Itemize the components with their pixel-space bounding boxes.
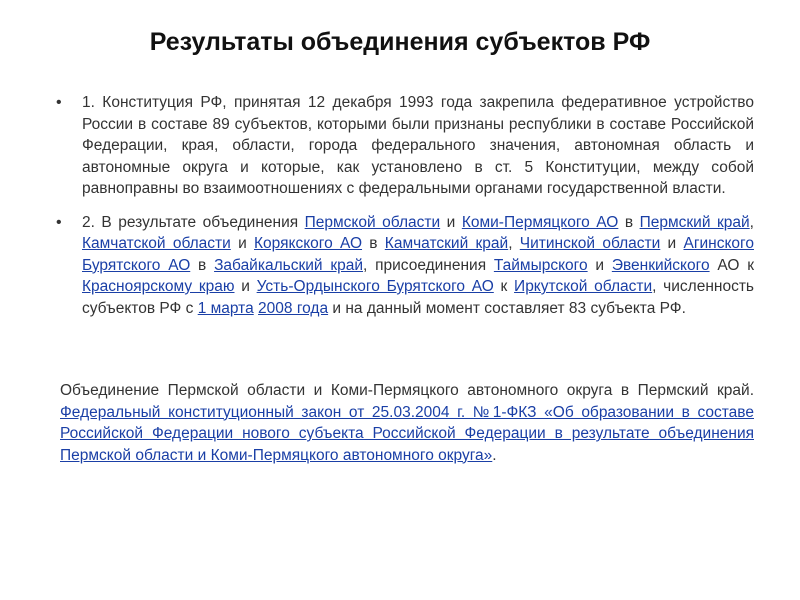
- item-text: к: [493, 278, 515, 295]
- link-federal-law[interactable]: Федеральный конституционный закон от 25.03.2004 г. №1-ФКЗ «Об образовании в составе Российской Федерации нового субъекта Российской Федерации в результате объединения Пермской области и Коми-Пермяцкого автономного округа»: [60, 403, 754, 464]
- link-komi-permyak-ao[interactable]: Коми-Пермяцкого АО: [461, 213, 619, 231]
- link-march-1[interactable]: 1 марта: [197, 299, 254, 317]
- item-text: в: [618, 213, 640, 231]
- item-text: и: [660, 235, 684, 252]
- law-paragraph: [60, 380, 754, 466]
- item-text: ,: [749, 213, 754, 231]
- bullet-list: [56, 92, 754, 319]
- item-text: и на данный момент составляет 83 субъекта РФ.: [328, 299, 686, 317]
- item-text: в: [362, 235, 385, 252]
- page-title: Результаты объединения субъектов РФ: [149, 28, 651, 56]
- list-item-constitution: [56, 92, 754, 200]
- link-year-2008[interactable]: 2008 года: [258, 299, 329, 317]
- link-ust-orda-buryat-ao[interactable]: Усть-Ордынского Бурятского АО: [256, 278, 494, 295]
- link-koryak-ao[interactable]: Корякского АО: [254, 235, 363, 252]
- bullet-icon: •: [56, 213, 62, 231]
- item-text: и: [230, 235, 254, 252]
- link-perm-oblast[interactable]: Пермской области: [304, 213, 441, 231]
- item-text: ,: [508, 235, 520, 252]
- item-text: и: [234, 278, 257, 295]
- item-text: и: [587, 256, 612, 274]
- list-item-merger-results: [56, 212, 754, 320]
- bullet-icon: •: [56, 94, 62, 111]
- item-text: , присоединения: [363, 256, 494, 274]
- item-text: в: [190, 256, 215, 274]
- link-taimyr[interactable]: Таймырского: [493, 256, 588, 274]
- link-kamchatka-oblast[interactable]: Камчатской области: [82, 235, 231, 252]
- link-krasnoyarsk-krai[interactable]: Красноярскому краю: [82, 278, 235, 295]
- link-zabaikalsky-krai[interactable]: Забайкальский край: [214, 256, 364, 274]
- link-aginsky-buryat-ao[interactable]: Агинского Бурятского АО: [82, 235, 754, 274]
- item-text: АО к: [709, 256, 754, 274]
- link-kamchatka-krai[interactable]: Камчатский край: [384, 235, 509, 252]
- para-text: .: [492, 446, 497, 464]
- item-text: 1. Конституция РФ, принятая 12 декабря 1993 года закрепила федеративное устройство России в составе 89 субъектов, которыми были признаны республики в составе Российской Федерации, края, области, города федерального значения, автономная область и автономные округа и которые, как установлено в ст. 5 Конституции, между собой равноправны во взаимоотношениях с федеральными органами государственной власти.: [82, 94, 754, 197]
- item-text: 2. В результате объединения: [82, 213, 305, 231]
- para-text: Объединение Пермской области и Коми-Пермяцкого автономного округа в Пермский край.: [60, 382, 754, 399]
- link-irkutsk-oblast[interactable]: Иркутской области: [514, 278, 653, 295]
- item-text: и: [440, 213, 462, 231]
- link-evenk[interactable]: Эвенкийского: [611, 256, 710, 274]
- item-text: , численность субъектов РФ с: [82, 278, 754, 317]
- link-perm-krai[interactable]: Пермский край: [639, 213, 750, 231]
- link-chita-oblast[interactable]: Читинской области: [519, 235, 661, 252]
